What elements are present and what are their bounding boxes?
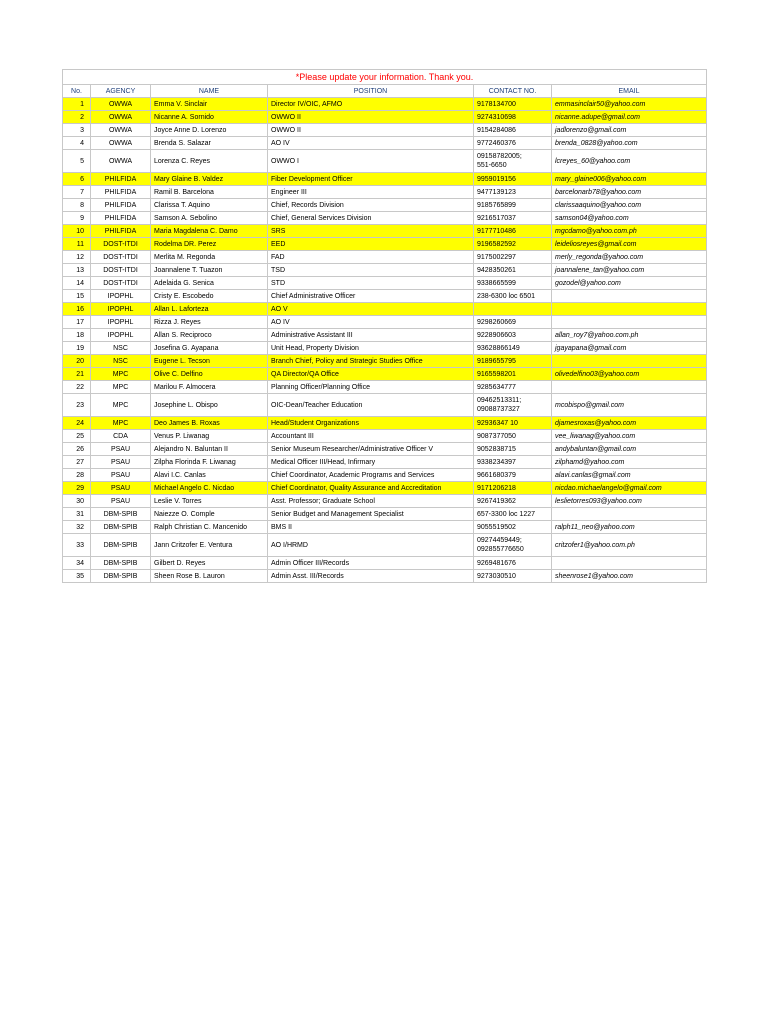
name-cell: Venus P. Liwanag bbox=[151, 430, 268, 443]
email-cell: alavi.canlas@gmail.com bbox=[552, 469, 707, 482]
row-number: 7 bbox=[63, 186, 91, 199]
agency-cell: MPC bbox=[91, 381, 151, 394]
email-cell: jadlorenzo@gmail.com bbox=[552, 124, 707, 137]
header-agency: AGENCY bbox=[91, 85, 151, 98]
contact-cell: 93628866149 bbox=[474, 342, 552, 355]
position-cell: Chief Coordinator, Quality Assurance and Accreditation bbox=[268, 482, 474, 495]
header-email: EMAIL bbox=[552, 85, 707, 98]
email-cell: jgayapana@gmail.com bbox=[552, 342, 707, 355]
table-row bbox=[63, 355, 707, 368]
agency-cell: PHILFIDA bbox=[91, 225, 151, 238]
row-number: 21 bbox=[63, 368, 91, 381]
table-row bbox=[63, 186, 707, 199]
position-cell: FAD bbox=[268, 251, 474, 264]
email-cell bbox=[552, 355, 707, 368]
position-cell: Planning Officer/Planning Office bbox=[268, 381, 474, 394]
row-number: 32 bbox=[63, 521, 91, 534]
agency-cell: MPC bbox=[91, 394, 151, 417]
agency-cell: IPOPHL bbox=[91, 303, 151, 316]
table-row bbox=[63, 173, 707, 186]
notice-title: *Please update your information. Thank you. bbox=[63, 70, 707, 85]
position-cell: OWWO I bbox=[268, 150, 474, 173]
table-row bbox=[63, 212, 707, 225]
agency-cell: DBM-SPIB bbox=[91, 570, 151, 583]
agency-cell: PSAU bbox=[91, 495, 151, 508]
email-cell: allan_roy7@yahoo.com.ph bbox=[552, 329, 707, 342]
contact-cell: 9052838715 bbox=[474, 443, 552, 456]
row-number: 23 bbox=[63, 394, 91, 417]
contact-cell: 09158782005; 551-6650 bbox=[474, 150, 552, 173]
row-number: 10 bbox=[63, 225, 91, 238]
name-cell: Allan L. Laforteza bbox=[151, 303, 268, 316]
position-cell: BMS II bbox=[268, 521, 474, 534]
email-cell: leslietorres093@yahoo.com bbox=[552, 495, 707, 508]
name-cell: Lorenza C. Reyes bbox=[151, 150, 268, 173]
table-row bbox=[63, 199, 707, 212]
position-cell: Branch Chief, Policy and Strategic Studies Office bbox=[268, 355, 474, 368]
row-number: 27 bbox=[63, 456, 91, 469]
name-cell: Alavi I.C. Canlas bbox=[151, 469, 268, 482]
agency-cell: DBM-SPIB bbox=[91, 557, 151, 570]
email-cell: merly_regonda@yahoo.com bbox=[552, 251, 707, 264]
email-cell: brenda_0828@yahoo.com bbox=[552, 137, 707, 150]
row-number: 11 bbox=[63, 238, 91, 251]
position-cell: Asst. Professor; Graduate School bbox=[268, 495, 474, 508]
table-body bbox=[63, 98, 707, 583]
table-row bbox=[63, 111, 707, 124]
row-number: 6 bbox=[63, 173, 91, 186]
contact-cell: 9154284086 bbox=[474, 124, 552, 137]
contact-cell: 9959019156 bbox=[474, 173, 552, 186]
row-number: 12 bbox=[63, 251, 91, 264]
contact-cell: 9477139123 bbox=[474, 186, 552, 199]
table-row bbox=[63, 342, 707, 355]
email-cell: leideliosreyes@gmail.com bbox=[552, 238, 707, 251]
name-cell: Jann Critzofer E. Ventura bbox=[151, 534, 268, 557]
row-number: 35 bbox=[63, 570, 91, 583]
row-number: 19 bbox=[63, 342, 91, 355]
contact-cell: 9274310698 bbox=[474, 111, 552, 124]
position-cell: Chief, General Services Division bbox=[268, 212, 474, 225]
name-cell: Sheen Rose B. Lauron bbox=[151, 570, 268, 583]
table-row bbox=[63, 368, 707, 381]
agency-cell: DOST-ITDI bbox=[91, 251, 151, 264]
table-row bbox=[63, 469, 707, 482]
row-number: 31 bbox=[63, 508, 91, 521]
email-cell: mgcdamo@yahoo.com.ph bbox=[552, 225, 707, 238]
name-cell: Merlita M. Regonda bbox=[151, 251, 268, 264]
position-cell: AO I/HRMD bbox=[268, 534, 474, 557]
header-row bbox=[63, 85, 707, 98]
row-number: 22 bbox=[63, 381, 91, 394]
table-row bbox=[63, 443, 707, 456]
position-cell: Chief, Records Division bbox=[268, 199, 474, 212]
agency-cell: OWWA bbox=[91, 137, 151, 150]
email-cell: zilphamd@yahoo.com bbox=[552, 456, 707, 469]
table-row bbox=[63, 521, 707, 534]
header-position: POSITION bbox=[268, 85, 474, 98]
row-number: 33 bbox=[63, 534, 91, 557]
agency-cell: OWWA bbox=[91, 124, 151, 137]
position-cell: AO IV bbox=[268, 137, 474, 150]
name-cell: Brenda S. Salazar bbox=[151, 137, 268, 150]
table-row bbox=[63, 430, 707, 443]
table-row bbox=[63, 381, 707, 394]
row-number: 3 bbox=[63, 124, 91, 137]
email-cell: nicdao.michaelangelo@gmail.com bbox=[552, 482, 707, 495]
name-cell: Emma V. Sinclair bbox=[151, 98, 268, 111]
name-cell: Rizza J. Reyes bbox=[151, 316, 268, 329]
row-number: 14 bbox=[63, 277, 91, 290]
header-no: No. bbox=[63, 85, 91, 98]
position-cell: Head/Student Organizations bbox=[268, 417, 474, 430]
agency-cell: IPOPHL bbox=[91, 316, 151, 329]
email-cell: vee_liwanag@yahoo.com bbox=[552, 430, 707, 443]
name-cell: Eugene L. Tecson bbox=[151, 355, 268, 368]
email-cell: clarissaaquino@yahoo.com bbox=[552, 199, 707, 212]
agency-cell: PSAU bbox=[91, 456, 151, 469]
name-cell: Samson A. Sebolino bbox=[151, 212, 268, 225]
table-row bbox=[63, 264, 707, 277]
table-row bbox=[63, 277, 707, 290]
email-cell: lcreyes_60@yahoo.com bbox=[552, 150, 707, 173]
table-row bbox=[63, 251, 707, 264]
table-row bbox=[63, 290, 707, 303]
agency-cell: OWWA bbox=[91, 150, 151, 173]
name-cell: Naiezze O. Comple bbox=[151, 508, 268, 521]
email-cell: barcelonarb78@yahoo.com bbox=[552, 186, 707, 199]
agency-cell: DOST-ITDI bbox=[91, 264, 151, 277]
table-row bbox=[63, 303, 707, 316]
email-cell: critzofer1@yahoo.com.ph bbox=[552, 534, 707, 557]
contact-cell: 9772460376 bbox=[474, 137, 552, 150]
position-cell: STD bbox=[268, 277, 474, 290]
contact-cell: 9661680379 bbox=[474, 469, 552, 482]
table-row bbox=[63, 98, 707, 111]
table-row bbox=[63, 534, 707, 557]
position-cell: Admin Asst. III/Records bbox=[268, 570, 474, 583]
row-number: 29 bbox=[63, 482, 91, 495]
name-cell: Olive C. Delfino bbox=[151, 368, 268, 381]
position-cell: AO IV bbox=[268, 316, 474, 329]
position-cell: OWWO II bbox=[268, 111, 474, 124]
table-row bbox=[63, 456, 707, 469]
agency-cell: PHILFIDA bbox=[91, 186, 151, 199]
table-row bbox=[63, 316, 707, 329]
contact-cell: 9216517037 bbox=[474, 212, 552, 225]
contact-cell: 9196582592 bbox=[474, 238, 552, 251]
agency-cell: MPC bbox=[91, 417, 151, 430]
email-cell bbox=[552, 557, 707, 570]
position-cell: OWWO II bbox=[268, 124, 474, 137]
row-number: 16 bbox=[63, 303, 91, 316]
row-number: 1 bbox=[63, 98, 91, 111]
name-cell: Gilbert D. Reyes bbox=[151, 557, 268, 570]
table-row bbox=[63, 150, 707, 173]
row-number: 34 bbox=[63, 557, 91, 570]
agency-cell: DBM-SPIB bbox=[91, 508, 151, 521]
contact-cell: 9338665599 bbox=[474, 277, 552, 290]
email-cell: djamesroxas@yahoo.com bbox=[552, 417, 707, 430]
row-number: 13 bbox=[63, 264, 91, 277]
agency-cell: DOST-ITDI bbox=[91, 277, 151, 290]
name-cell: Leslie V. Torres bbox=[151, 495, 268, 508]
position-cell: AO V bbox=[268, 303, 474, 316]
table-row bbox=[63, 137, 707, 150]
agency-cell: DBM-SPIB bbox=[91, 521, 151, 534]
contact-cell: 9338234397 bbox=[474, 456, 552, 469]
name-cell: Michael Angelo C. Nicdao bbox=[151, 482, 268, 495]
name-cell: Mary Glaine B. Valdez bbox=[151, 173, 268, 186]
name-cell: Alejandro N. Baluntan II bbox=[151, 443, 268, 456]
position-cell: EED bbox=[268, 238, 474, 251]
position-cell: OIC-Dean/Teacher Education bbox=[268, 394, 474, 417]
table-row bbox=[63, 495, 707, 508]
row-number: 18 bbox=[63, 329, 91, 342]
header-name: NAME bbox=[151, 85, 268, 98]
contact-cell: 9298260669 bbox=[474, 316, 552, 329]
position-cell: Accountant III bbox=[268, 430, 474, 443]
name-cell: Marilou F. Almocera bbox=[151, 381, 268, 394]
contact-cell: 9175002297 bbox=[474, 251, 552, 264]
contact-cell: 9178134700 bbox=[474, 98, 552, 111]
contact-cell: 9177710486 bbox=[474, 225, 552, 238]
spreadsheet bbox=[62, 69, 706, 583]
table-row bbox=[63, 124, 707, 137]
contact-cell: 9228906603 bbox=[474, 329, 552, 342]
table-row bbox=[63, 417, 707, 430]
table-row bbox=[63, 508, 707, 521]
row-number: 4 bbox=[63, 137, 91, 150]
name-cell: Josephine L. Obispo bbox=[151, 394, 268, 417]
email-cell: olivedelfino03@yahoo.com bbox=[552, 368, 707, 381]
contact-cell: 9273030510 bbox=[474, 570, 552, 583]
position-cell: Engineer III bbox=[268, 186, 474, 199]
email-cell bbox=[552, 290, 707, 303]
name-cell: Zilpha Florinda F. Liwanag bbox=[151, 456, 268, 469]
table-row bbox=[63, 482, 707, 495]
row-number: 15 bbox=[63, 290, 91, 303]
position-cell: Senior Budget and Management Specialist bbox=[268, 508, 474, 521]
position-cell: QA Director/QA Office bbox=[268, 368, 474, 381]
table-row bbox=[63, 557, 707, 570]
contact-cell: 9185765899 bbox=[474, 199, 552, 212]
email-cell: gozodel@yahoo.com bbox=[552, 277, 707, 290]
row-number: 8 bbox=[63, 199, 91, 212]
email-cell bbox=[552, 303, 707, 316]
email-cell: mcobispo@gmail.com bbox=[552, 394, 707, 417]
position-cell: Unit Head, Property Division bbox=[268, 342, 474, 355]
email-cell bbox=[552, 316, 707, 329]
row-number: 26 bbox=[63, 443, 91, 456]
email-cell: samson04@yahoo.com bbox=[552, 212, 707, 225]
contact-cell: 9189655795 bbox=[474, 355, 552, 368]
position-cell: SRS bbox=[268, 225, 474, 238]
contact-cell: 9165598201 bbox=[474, 368, 552, 381]
contact-cell: 9087377050 bbox=[474, 430, 552, 443]
position-cell: Medical Officer III/Head, Infirmary bbox=[268, 456, 474, 469]
email-cell: mary_glaine006@yahoo.com bbox=[552, 173, 707, 186]
agency-cell: DOST-ITDI bbox=[91, 238, 151, 251]
contact-cell: 9269481676 bbox=[474, 557, 552, 570]
email-cell: nicanne.adupe@gmail.com bbox=[552, 111, 707, 124]
email-cell: ralph11_neo@yahoo.com bbox=[552, 521, 707, 534]
agency-cell: NSC bbox=[91, 355, 151, 368]
position-cell: Director IV/OIC, AFMO bbox=[268, 98, 474, 111]
agency-cell: PHILFIDA bbox=[91, 212, 151, 225]
agency-cell: PSAU bbox=[91, 469, 151, 482]
position-cell: Fiber Development Officer bbox=[268, 173, 474, 186]
table-row bbox=[63, 570, 707, 583]
position-cell: Admin Officer III/Records bbox=[268, 557, 474, 570]
header-contact: CONTACT NO. bbox=[474, 85, 552, 98]
agency-cell: CDA bbox=[91, 430, 151, 443]
row-number: 17 bbox=[63, 316, 91, 329]
name-cell: Joannalene T. Tuazon bbox=[151, 264, 268, 277]
agency-cell: IPOPHL bbox=[91, 290, 151, 303]
row-number: 2 bbox=[63, 111, 91, 124]
name-cell: Deo James B. Roxas bbox=[151, 417, 268, 430]
row-number: 25 bbox=[63, 430, 91, 443]
agency-cell: PSAU bbox=[91, 482, 151, 495]
position-cell: Senior Museum Researcher/Administrative Officer V bbox=[268, 443, 474, 456]
contact-cell: 09462513311; 09088737327 bbox=[474, 394, 552, 417]
name-cell: Allan S. Reciproco bbox=[151, 329, 268, 342]
name-cell: Adelaida G. Senica bbox=[151, 277, 268, 290]
contact-cell: 09274459449; 092855776650 bbox=[474, 534, 552, 557]
table-row bbox=[63, 329, 707, 342]
table-row bbox=[63, 225, 707, 238]
table-row bbox=[63, 238, 707, 251]
agency-cell: MPC bbox=[91, 368, 151, 381]
email-cell: emmasinclair50@yahoo.com bbox=[552, 98, 707, 111]
position-cell: Chief Administrative Officer bbox=[268, 290, 474, 303]
row-number: 30 bbox=[63, 495, 91, 508]
agency-cell: PSAU bbox=[91, 443, 151, 456]
name-cell: Joyce Anne D. Lorenzo bbox=[151, 124, 268, 137]
contact-table bbox=[62, 69, 707, 583]
agency-cell: OWWA bbox=[91, 111, 151, 124]
row-number: 24 bbox=[63, 417, 91, 430]
contact-cell: 9285634777 bbox=[474, 381, 552, 394]
name-cell: Clarissa T. Aquino bbox=[151, 199, 268, 212]
contact-cell: 92936347 10 bbox=[474, 417, 552, 430]
name-cell: Maria Magdalena C. Damo bbox=[151, 225, 268, 238]
table-row bbox=[63, 394, 707, 417]
contact-cell: 9267419362 bbox=[474, 495, 552, 508]
agency-cell: IPOPHL bbox=[91, 329, 151, 342]
name-cell: Nicanne A. Sornido bbox=[151, 111, 268, 124]
agency-cell: PHILFIDA bbox=[91, 173, 151, 186]
row-number: 28 bbox=[63, 469, 91, 482]
name-cell: Cristy E. Escobedo bbox=[151, 290, 268, 303]
agency-cell: PHILFIDA bbox=[91, 199, 151, 212]
email-cell: sheenrose1@yahoo.com bbox=[552, 570, 707, 583]
position-cell: TSD bbox=[268, 264, 474, 277]
contact-cell: 657-3300 loc 1227 bbox=[474, 508, 552, 521]
email-cell: andybaluntan@gmail.com bbox=[552, 443, 707, 456]
name-cell: Rodelma DR. Perez bbox=[151, 238, 268, 251]
agency-cell: NSC bbox=[91, 342, 151, 355]
row-number: 5 bbox=[63, 150, 91, 173]
contact-cell: 238-6300 loc 6501 bbox=[474, 290, 552, 303]
agency-cell: DBM-SPIB bbox=[91, 534, 151, 557]
name-cell: Ralph Christian C. Mancenido bbox=[151, 521, 268, 534]
position-cell: Chief Coordinator, Academic Programs and Services bbox=[268, 469, 474, 482]
contact-cell: 9055519502 bbox=[474, 521, 552, 534]
email-cell bbox=[552, 381, 707, 394]
contact-cell: 9171206218 bbox=[474, 482, 552, 495]
name-cell: Ramil B. Barcelona bbox=[151, 186, 268, 199]
position-cell: Administrative Assistant III bbox=[268, 329, 474, 342]
email-cell bbox=[552, 508, 707, 521]
name-cell: Josefina G. Ayapana bbox=[151, 342, 268, 355]
row-number: 9 bbox=[63, 212, 91, 225]
row-number: 20 bbox=[63, 355, 91, 368]
email-cell: joannalene_tan@yahoo.com bbox=[552, 264, 707, 277]
contact-cell bbox=[474, 303, 552, 316]
contact-cell: 9428350261 bbox=[474, 264, 552, 277]
agency-cell: OWWA bbox=[91, 98, 151, 111]
